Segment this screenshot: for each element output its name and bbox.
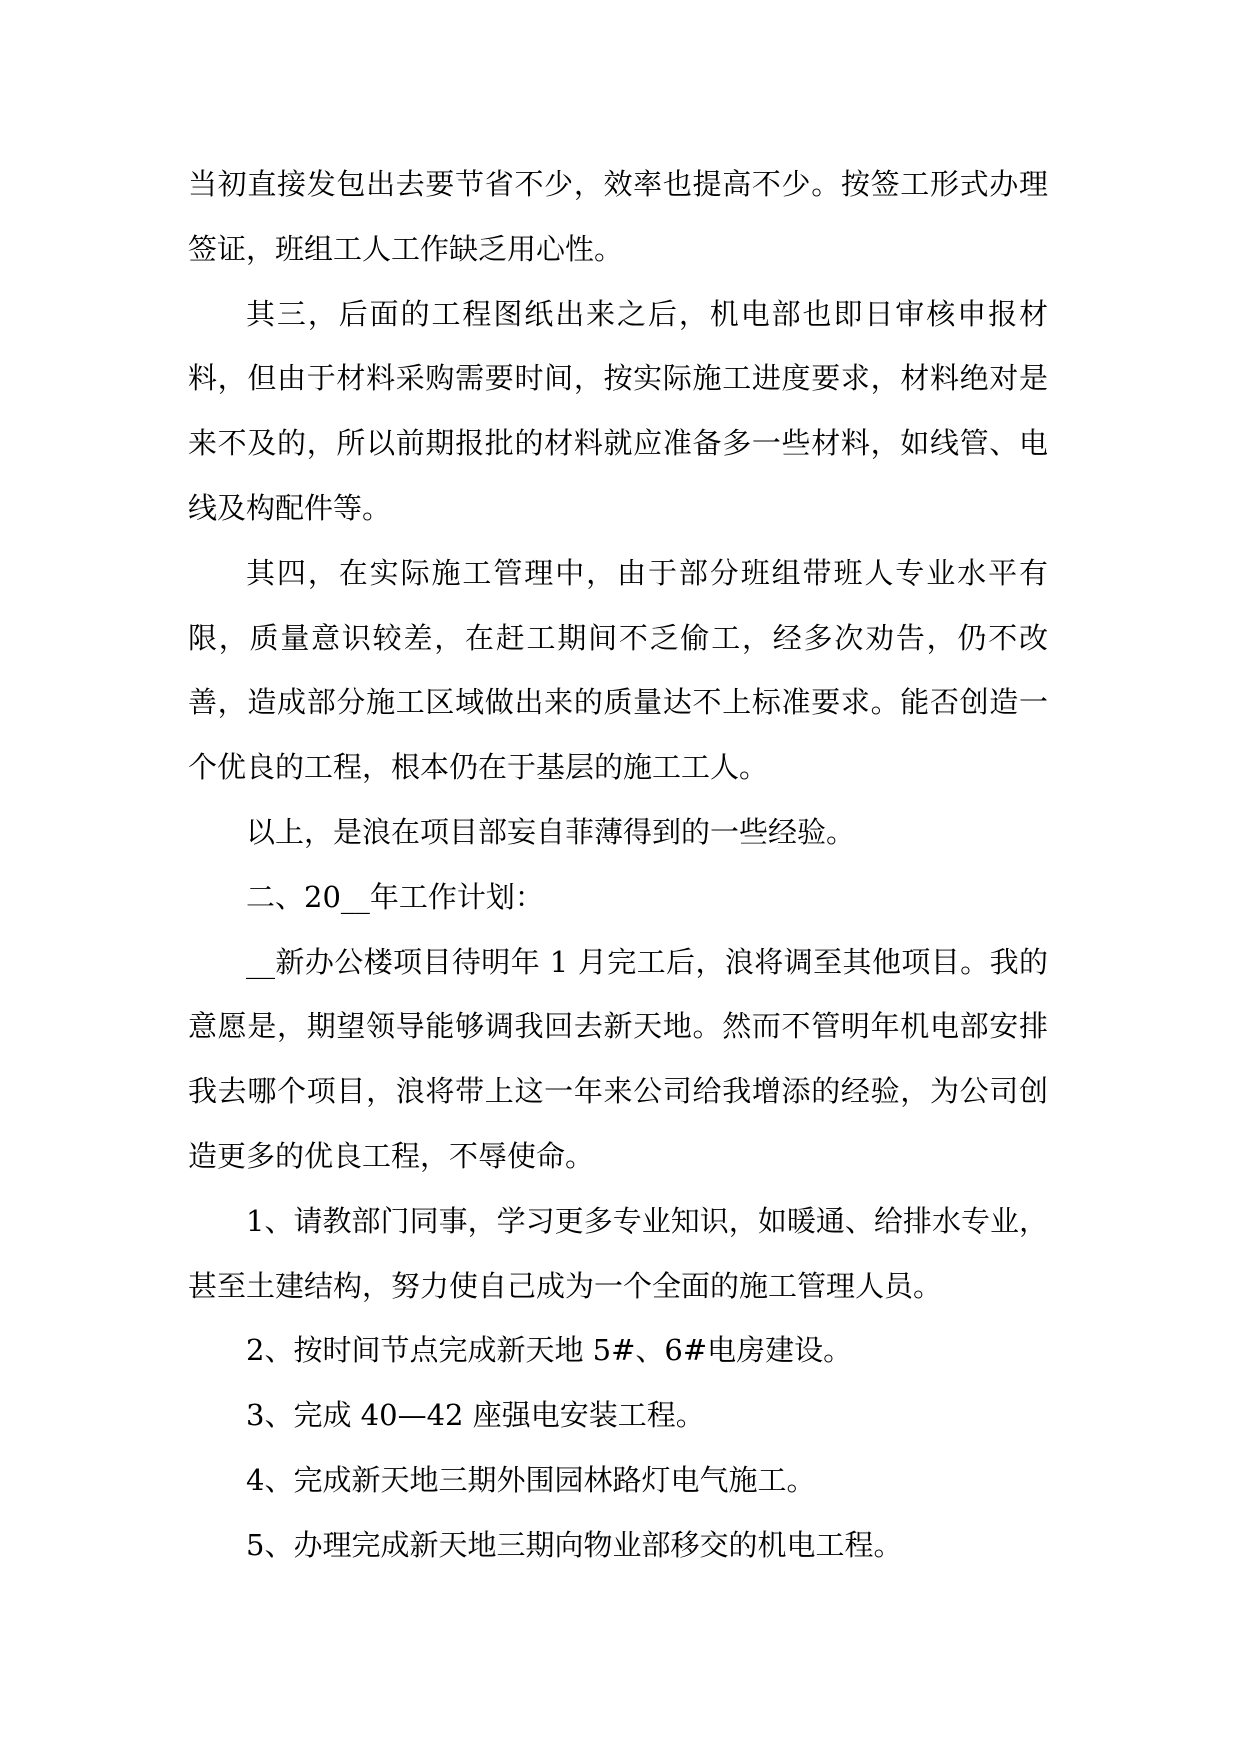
section-heading: 二、20__年工作计划： bbox=[246, 879, 544, 914]
paragraph-1: 当初直接发包出去要节省不少，效率也提高不少。按签工形式办理签证，班组工人工作缺乏用心性。 bbox=[188, 167, 1048, 266]
plan-item-2: 2、按时间节点完成新天地 5#、6#电房建设。 bbox=[246, 1333, 853, 1368]
plan-item-4: 4、完成新天地三期外围园林路灯电气施工。 bbox=[246, 1462, 816, 1497]
document-body bbox=[188, 152, 1048, 1578]
paragraph-3: 其四，在实际施工管理中，由于部分班组带班人专业水平有限，质量意识较差，在赶工期间不乏偷工，经多次劝告，仍不改善，造成部分施工区域做出来的质量达不上标准要求。能否创造一个优良的工程，根本仍在于基层的施工工人。 bbox=[188, 555, 1048, 785]
paragraph-6: __新办公楼项目待明年 1 月完工后，浪将调至其他项目。我的意愿是，期望领导能够调我回去新天地。然而不管明年机电部安排我去哪个项目，浪将带上这一年来公司给我增添的经验，为公司创造更多的优良工程，不辱使命。 bbox=[188, 944, 1048, 1173]
paragraph-4: 以上，是浪在项目部妄自菲薄得到的一些经验。 bbox=[246, 814, 856, 849]
plan-item-3: 3、完成 40—42 座强电安装工程。 bbox=[246, 1398, 705, 1433]
plan-item-5: 5、办理完成新天地三期向物业部移交的机电工程。 bbox=[246, 1527, 903, 1562]
plan-item-1: 1、请教部门同事，学习更多专业知识，如暖通、给排水专业，甚至土建结构，努力使自己成为一个全面的施工管理人员。 bbox=[188, 1203, 1048, 1303]
paragraph-2: 其三，后面的工程图纸出来之后，机电部也即日审核申报材料，但由于材料采购需要时间，按实际施工进度要求，材料绝对是来不及的，所以前期报批的材料就应准备多一些材料，如线管、电线及构配件等。 bbox=[188, 296, 1048, 525]
